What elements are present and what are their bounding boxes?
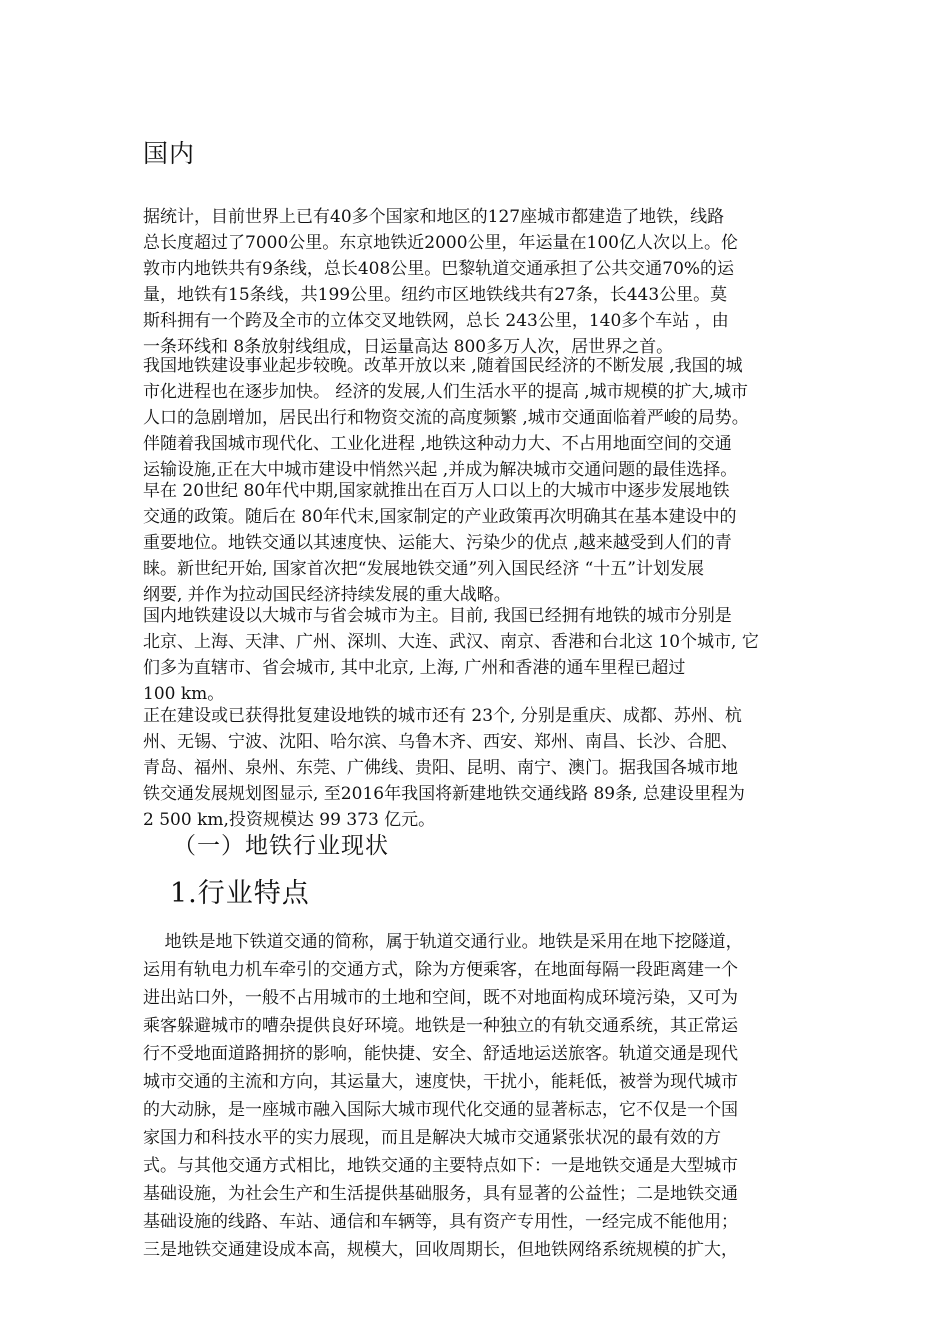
features-paragraph (143, 928, 823, 1264)
cities-paragraph (143, 603, 823, 707)
subsection-heading: 1.行业特点 (170, 878, 310, 909)
paragraph-line: 乘客躲避城市的嘈杂提供良好环境。地铁是一种独立的有轨交通系统，其正常运 (143, 1016, 738, 1036)
paragraph-line: 州、无锡、宁波、沈阳、哈尔滨、乌鲁木齐、西安、郑州、南昌、长沙、合肥、 (143, 732, 738, 752)
paragraph-line: 敦市内地铁共有9条线，总长408公里。巴黎轨道交通承担了公共交通70%的运 (143, 259, 735, 279)
paragraph-line: 正在建设或已获得批复建设地铁的城市还有 23个, 分别是重庆、成都、苏州、杭 (143, 706, 742, 726)
paragraph-line: 国内地铁建设以大城市与省会城市为主。目前, 我国已经拥有地铁的城市分别是 (143, 606, 732, 626)
paragraph-line: 交通的政策。随后在 80年代末,国家制定的产业政策再次明确其在基本建设中的 (143, 507, 737, 527)
paragraph-line: 三是地铁交通建设成本高，规模大，回收周期长，但地铁网络系统规模的扩大， (143, 1240, 738, 1260)
paragraph-line: 2 500 km,投资规模达 99 373 亿元。 (143, 810, 436, 830)
paragraph-line: 斯科拥有一个跨及全市的立体交叉地铁网，总长 243公里，140多个车站 ，由 (143, 311, 729, 331)
paragraph-line: 铁交通发展规划图显示, 至2016年我国将新建地铁交通线路 89条, 总建设里程为 (143, 784, 745, 804)
paragraph-line: 行不受地面道路拥挤的影响，能快捷、安全、舒适地运送旅客。轨道交通是现代 (143, 1044, 738, 1064)
statistics-paragraph (143, 204, 823, 360)
paragraph-line: 青岛、福州、泉州、东莞、广佛线、贵阳、昆明、南宁、澳门。据我国各城市地 (143, 758, 738, 778)
paragraph-line: 基础设施的线路、车站、通信和车辆等，具有资产专用性，一经完成不能他用； (143, 1212, 738, 1232)
paragraph-line: 式。与其他交通方式相比，地铁交通的主要特点如下：一是地铁交通是大型城市 (143, 1156, 738, 1176)
construction-paragraph (143, 703, 823, 833)
paragraph-line: 运输设施,正在大中城市建设中悄然兴起 ,并成为解决城市交通问题的最佳选择。 (143, 460, 738, 480)
paragraph-line: 市化进程也在逐步加快。 经济的发展,人们生活水平的提高 ,城市规模的扩大,城市 (143, 382, 749, 402)
paragraph-line: 地铁是地下铁道交通的简称，属于轨道交通行业。地铁是采用在地下挖隧道， (143, 932, 743, 952)
paragraph-line: 据统计，目前世界上已有40多个国家和地区的127座城市都建造了地铁，线路 (143, 207, 725, 227)
paragraph-line: 总长度超过了7000公里。东京地铁近2000公里，年运量在100亿人次以上。伦 (143, 233, 738, 253)
section-heading: （一）地铁行业现状 (173, 833, 389, 859)
paragraph-line: 100 km。 (143, 684, 225, 704)
paragraph-line: 北京、上海、天津、广州、深圳、大连、武汉、南京、香港和台北这 10个城市, 它 (143, 632, 759, 652)
paragraph-line: 城市交通的主流和方向，其运量大，速度快，干扰小，能耗低，被誉为现代城市 (143, 1072, 738, 1092)
paragraph-line: 进出站口外，一般不占用城市的土地和空间，既不对地面构成环境污染，又可为 (143, 988, 738, 1008)
paragraph-line: 伴随着我国城市现代化、工业化进程 ,地铁这种动力大、不占用地面空间的交通 (143, 434, 732, 454)
paragraph-line: 纲要, 并作为拉动国民经济持续发展的重大战略。 (143, 585, 511, 605)
paragraph-line: 的大动脉，是一座城市融入国际大城市现代化交通的显著标志，它不仅是一个国 (143, 1100, 738, 1120)
paragraph-line: 睐。新世纪开始, 国家首次把“发展地铁交通”列入国民经济 “十五”计划发展 (143, 559, 704, 579)
paragraph-line: 基础设施，为社会生产和生活提供基础服务，具有显著的公益性；二是地铁交通 (143, 1184, 738, 1204)
paragraph-line: 一条环线和 8条放射线组成，日运量高达 800多万人次，居世界之首。 (143, 337, 674, 357)
paragraph-line: 们多为直辖市、省会城市, 其中北京, 上海, 广州和香港的通车里程已超过 (143, 658, 686, 678)
paragraph-line: 家国力和科技水平的实力展现，而且是解决大城市交通紧张状况的最有效的方 (143, 1128, 721, 1148)
paragraph-line: 人口的急剧增加，居民出行和物资交流的高度频繁 ,城市交通面临着严峻的局势。 (143, 408, 749, 428)
page-title: 国内 (143, 139, 196, 168)
paragraph-line: 运用有轨电力机车牵引的交通方式，除为方便乘客，在地面每隔一段距离建一个 (143, 960, 738, 980)
paragraph-line: 早在 20世纪 80年代中期,国家就推出在百万人口以上的大城市中逐步发展地铁 (143, 481, 730, 501)
paragraph-line: 我国地铁建设事业起步较晚。改革开放以来 ,随着国民经济的不断发展 ,我国的城 (143, 356, 743, 376)
policy-paragraph (143, 478, 823, 608)
paragraph-line: 量，地铁有15条线，共199公里。纽约市区地铁线共有27条，长443公里。莫 (143, 285, 728, 305)
growth-paragraph (143, 353, 823, 483)
paragraph-line: 重要地位。地铁交通以其速度快、运能大、污染少的优点 ,越来越受到人们的青 (143, 533, 732, 553)
